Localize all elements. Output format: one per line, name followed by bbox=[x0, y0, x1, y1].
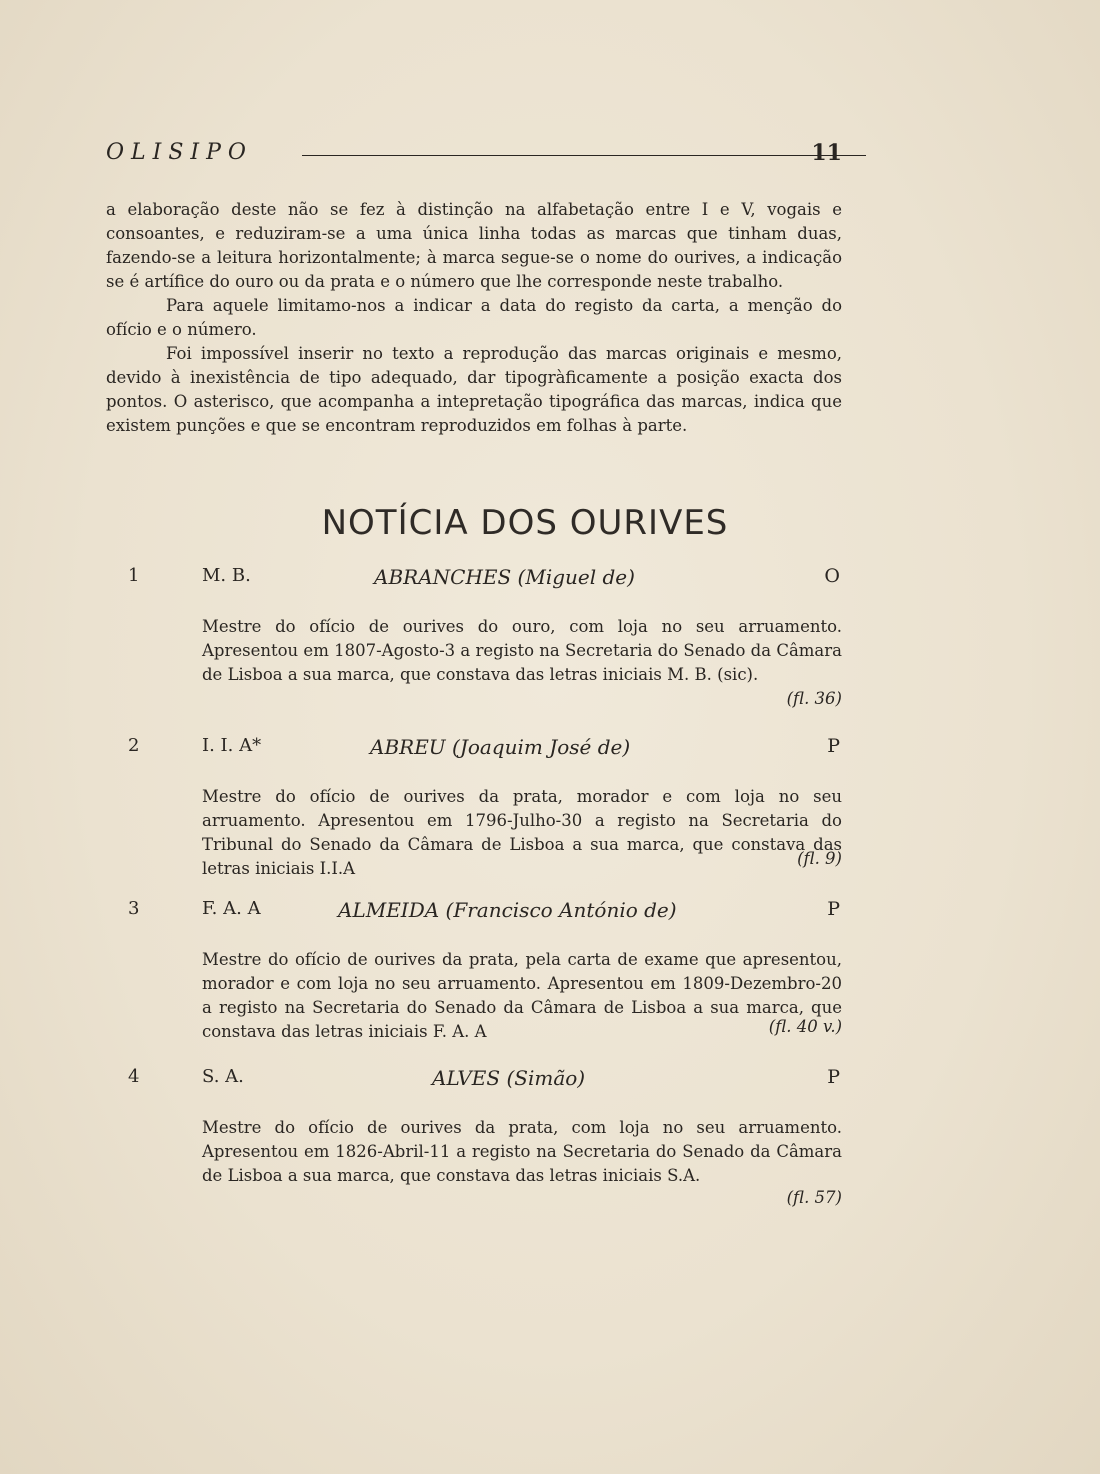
intro-text bbox=[106, 198, 842, 438]
entry-text bbox=[202, 1116, 842, 1188]
entry-folio-ref: (fl. 36) bbox=[786, 689, 842, 708]
entry-description: Mestre do ofício de ourives da prata, morador e com loja no seu arruamento. Apresentou em 1796-Julho-30 a registo na Secretaria do Tribunal do Senado da Câmara de Lisboa a sua marca, que constava das letras iniciais I.I.A bbox=[202, 787, 842, 878]
entry-text bbox=[202, 948, 842, 1044]
entry-name: ABREU (Joaquim José de) bbox=[370, 735, 631, 759]
entry-description: Mestre do ofício de ourives da prata, com loja no seu arruamento. Apresentou em 1826-Abril-11 a registo na Secretaria do Senado da Câmara de Lisboa a sua marca, que constava das letras iniciais S.A. bbox=[202, 1118, 842, 1185]
entry-text bbox=[202, 785, 842, 881]
entry-marks: I. I. A* bbox=[202, 735, 262, 756]
entry-description: Mestre do ofício de ourives do ouro, com loja no seu arruamento. Apresentou em 1807-Agosto-3 a registo na Secretaria do Senado da Câmara de Lisboa a sua marca, que constava das letras iniciais M. B. (sic). bbox=[202, 617, 842, 684]
running-title: OLISIPO bbox=[106, 140, 253, 165]
entry-folio-ref: (fl. 57) bbox=[786, 1188, 842, 1207]
entry-office: O bbox=[824, 565, 840, 587]
entry-number: 3 bbox=[128, 898, 140, 919]
entry-office: P bbox=[827, 1066, 840, 1088]
entry-text bbox=[202, 615, 842, 687]
entry-folio-ref: (fl. 40 v.) bbox=[768, 1017, 842, 1036]
entry-3 bbox=[106, 898, 842, 1041]
entry-name: ALVES (Simão) bbox=[432, 1066, 586, 1090]
intro-paragraph-1: a elaboração deste não se fez à distinção na alfabetação entre I e V, vogais e consoantes, e reduziram-se a uma única linha todas as marcas que tinham duas, fazendo-se a leitura horizontalmente; à marca segue-se o nome do ourives, a indicação se é artífice do ouro ou da prata e o número que lhe corresponde neste trabalho. bbox=[106, 200, 842, 291]
entry-number: 2 bbox=[128, 735, 140, 756]
entry-1 bbox=[106, 565, 842, 708]
page-number: 11 bbox=[811, 140, 842, 166]
entry-4 bbox=[106, 1066, 842, 1207]
entry-number: 4 bbox=[128, 1066, 140, 1087]
entry-marks: M. B. bbox=[202, 565, 251, 586]
entry-2 bbox=[106, 735, 842, 878]
intro-paragraph-3: Foi impossível inserir no texto a reprodução das marcas originais e mesmo, devido à inexistência de tipo adequado, dar tipogràficamente a posição exacta dos pontos. O asterisco, que acompanha a intepretação tipográfica das marcas, indica que existem punções e que se encontram reproduzidos em folhas à parte. bbox=[106, 344, 842, 435]
entry-name: ABRANCHES (Miguel de) bbox=[374, 565, 635, 589]
entry-head bbox=[106, 565, 842, 593]
entry-head bbox=[106, 735, 842, 763]
page-header bbox=[106, 140, 842, 174]
intro-paragraph-2: Para aquele limitamo-nos a indicar a data do registo da carta, a menção do ofício e o número. bbox=[106, 296, 842, 339]
entry-number: 1 bbox=[128, 565, 140, 586]
entry-marks: F. A. A bbox=[202, 898, 261, 919]
entry-head bbox=[106, 898, 842, 926]
section-title: NOTÍCIA DOS OURIVES bbox=[321, 503, 729, 543]
entry-office: P bbox=[827, 735, 840, 757]
entry-description: Mestre do ofício de ourives da prata, pela carta de exame que apresentou, morador e com loja no seu arruamento. Apresentou em 1809-Dezembro-20 a registo na Secretaria do Senado da Câmara de Lisboa a sua marca, que constava das letras iniciais F. A. A bbox=[202, 950, 842, 1041]
entry-office: P bbox=[827, 898, 840, 920]
entry-folio-ref: (fl. 9) bbox=[797, 849, 842, 868]
entry-name: ALMEIDA (Francisco António de) bbox=[338, 898, 677, 922]
header-rule bbox=[302, 155, 866, 156]
section-heading bbox=[0, 503, 1100, 543]
entry-marks: S. A. bbox=[202, 1066, 244, 1087]
entry-head bbox=[106, 1066, 842, 1094]
